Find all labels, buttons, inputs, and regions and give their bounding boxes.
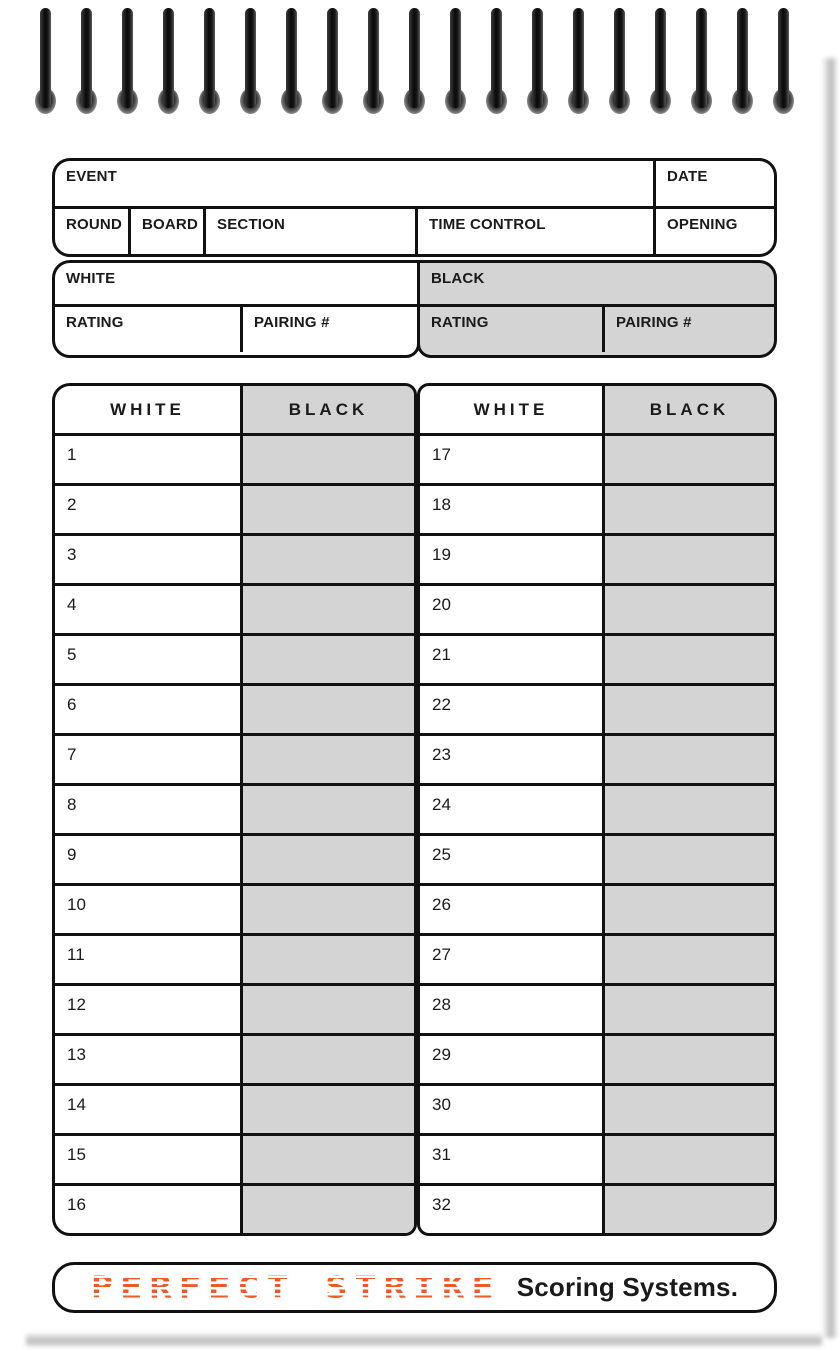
binding-pin-icon [573,8,584,114]
white-move-cell [55,886,240,933]
white-move-cell [55,936,240,983]
move-number: 12 [67,995,86,1014]
black-move-cell [602,536,774,583]
binding-pin-icon [409,8,420,114]
section-field [203,209,415,254]
move-number: 9 [67,845,77,864]
white-move-cell [420,586,602,633]
binding-pin-icon [655,8,666,114]
move-row [420,633,774,683]
binding-wire-icon [450,8,461,108]
move-number: 3 [67,545,77,564]
move-number: 5 [67,645,77,664]
move-number: 11 [67,945,85,964]
black-move-cell [602,836,774,883]
event-label: EVENT [66,168,118,185]
move-row [420,783,774,833]
move-row [420,483,774,533]
move-row [55,1033,414,1083]
white-column-header: WHITE [473,399,549,419]
black-move-cell [240,886,414,933]
binding-pin-icon [81,8,92,114]
move-row [55,933,414,983]
white-move-cell [420,936,602,983]
move-row [420,1133,774,1183]
section-label: SECTION [217,216,286,233]
move-row [55,533,414,583]
binding-wire-icon [737,8,748,108]
binding-pin-icon [286,8,297,114]
white-move-cell [420,436,602,483]
black-move-cell [602,1086,774,1133]
white-move-cell [420,536,602,583]
move-row [55,833,414,883]
black-move-cell [240,786,414,833]
binding-pin-icon [327,8,338,114]
move-row [55,633,414,683]
white-pairing-label: PAIRING # [254,314,330,331]
move-row [420,1083,774,1133]
binding-wire-icon [40,8,51,108]
move-row [55,733,414,783]
move-row [420,583,774,633]
binding-pin-icon [737,8,748,114]
white-move-cell [420,986,602,1033]
brand-logo: PERFECT STRIKE [90,1269,501,1306]
black-pairing-label: PAIRING # [616,314,692,331]
move-row [55,683,414,733]
black-player-block [417,260,777,358]
binding-pin-icon [163,8,174,114]
white-move-cell [420,836,602,883]
move-row [420,983,774,1033]
black-rating-field [420,307,602,352]
binding-wire-icon [286,8,297,108]
move-row [55,1083,414,1133]
black-move-cell [240,536,414,583]
black-move-cell [240,936,414,983]
move-number: 24 [432,795,451,814]
black-move-cell [240,986,414,1033]
move-number: 28 [432,995,451,1014]
move-number: 14 [67,1095,86,1114]
white-move-cell [420,886,602,933]
move-row [420,533,774,583]
binding-wire-icon [368,8,379,108]
score-table-right [417,383,777,1236]
binding-pin-icon [204,8,215,114]
move-number: 17 [432,445,451,464]
binding-wire-icon [573,8,584,108]
black-move-cell [240,586,414,633]
white-move-cell [420,736,602,783]
black-column-header: BLACK [602,386,774,433]
white-rating-label: RATING [66,314,124,331]
move-number: 22 [432,695,451,714]
move-number: 32 [432,1195,451,1214]
white-move-cell [420,486,602,533]
black-move-cell [602,986,774,1033]
white-move-cell [55,586,240,633]
binding-pin-icon [778,8,789,114]
move-number: 29 [432,1045,451,1064]
move-row [55,433,414,483]
round-label: ROUND [66,216,122,233]
black-move-cell [240,1186,414,1233]
move-row [420,883,774,933]
white-move-cell [55,1086,240,1133]
black-move-cell [240,1086,414,1133]
black-name-field [420,263,774,307]
move-number: 25 [432,845,451,864]
black-move-cell [602,736,774,783]
black-column-header: BLACK [240,386,414,433]
binding-wire-icon [696,8,707,108]
move-row [55,1183,414,1233]
white-move-cell [55,986,240,1033]
date-label: DATE [667,168,708,185]
white-move-cell [420,636,602,683]
white-move-cell [55,1186,240,1233]
binding-wire-icon [327,8,338,108]
black-move-cell [602,436,774,483]
board-label: BOARD [142,216,198,233]
white-column-header: WHITE [110,399,185,419]
white-name-label: WHITE [66,270,116,287]
white-move-cell [55,686,240,733]
black-move-cell [602,636,774,683]
white-player-block [52,260,420,358]
move-row [420,1183,774,1233]
white-move-cell [55,436,240,483]
move-row [55,583,414,633]
brand-bar [52,1262,777,1313]
white-move-cell [420,786,602,833]
spiral-binding [0,0,840,125]
move-number: 19 [432,545,451,564]
black-move-cell [602,1186,774,1233]
binding-wire-icon [204,8,215,108]
move-row [55,1133,414,1183]
binding-pin-icon [696,8,707,114]
move-number: 1 [67,445,77,464]
white-move-cell [55,736,240,783]
white-move-cell [55,536,240,583]
white-move-cell [420,1186,602,1233]
binding-pin-icon [40,8,51,114]
move-row [420,1033,774,1083]
opening-label: OPENING [667,216,738,233]
binding-pin-icon [614,8,625,114]
move-row [420,683,774,733]
move-number: 8 [67,795,77,814]
white-pairing-field [240,307,417,352]
black-move-cell [240,1136,414,1183]
black-move-cell [602,686,774,733]
white-move-cell [55,486,240,533]
paper-edge-shadow-bottom [26,1332,822,1347]
move-number: 4 [67,595,77,614]
black-name-label: BLACK [431,270,485,287]
move-number: 27 [432,945,451,964]
move-number: 20 [432,595,451,614]
date-field [653,161,774,206]
binding-pin-icon [532,8,543,114]
black-rating-label: RATING [431,314,489,331]
white-move-cell [420,686,602,733]
move-row [420,733,774,783]
binding-wire-icon [163,8,174,108]
move-number: 10 [67,895,86,914]
move-number: 16 [67,1195,86,1214]
time-control-label: TIME CONTROL [429,216,546,233]
paper-edge-shadow-right [822,58,837,1338]
move-number: 30 [432,1095,451,1114]
score-table-left-header [55,386,414,433]
white-move-cell [420,1136,602,1183]
score-table-left [52,383,417,1236]
binding-pin-icon [491,8,502,114]
binding-pin-icon [450,8,461,114]
move-number: 15 [67,1145,86,1164]
board-field [128,209,203,254]
black-move-cell [602,936,774,983]
binding-wire-icon [778,8,789,108]
move-row [55,883,414,933]
binding-wire-icon [245,8,256,108]
move-row [55,483,414,533]
black-move-cell [240,1036,414,1083]
black-move-cell [602,1036,774,1083]
black-move-cell [240,486,414,533]
white-move-cell [55,636,240,683]
binding-pin-icon [368,8,379,114]
move-row [55,983,414,1033]
header-block [52,158,777,257]
move-row [420,833,774,883]
move-number: 23 [432,745,451,764]
move-number: 18 [432,495,451,514]
binding-pin-icon [245,8,256,114]
white-move-cell [420,1036,602,1083]
binding-wire-icon [532,8,543,108]
white-rating-field [55,307,240,352]
move-row [420,933,774,983]
move-row [420,433,774,483]
binding-wire-icon [491,8,502,108]
black-move-cell [602,886,774,933]
black-move-cell [602,486,774,533]
move-number: 31 [432,1145,451,1164]
black-move-cell [240,636,414,683]
move-row [55,783,414,833]
binding-wire-icon [655,8,666,108]
white-move-cell [55,836,240,883]
move-number: 13 [67,1045,86,1064]
move-number: 21 [432,645,451,664]
white-move-cell [420,1086,602,1133]
black-move-cell [240,736,414,783]
move-number: 26 [432,895,451,914]
white-move-cell [55,1036,240,1083]
white-name-field [55,263,417,307]
move-number: 6 [67,695,77,714]
score-table-right-header [420,386,774,433]
black-pairing-field [602,307,774,352]
move-number: 2 [67,495,77,514]
black-move-cell [602,586,774,633]
black-move-cell [602,786,774,833]
move-number: 7 [67,745,77,764]
opening-field [653,209,774,254]
binding-wire-icon [409,8,420,108]
white-move-cell [55,1136,240,1183]
time-control-field [415,209,653,254]
binding-wire-icon [614,8,625,108]
round-field [55,209,128,254]
black-move-cell [240,686,414,733]
binding-wire-icon [122,8,133,108]
binding-wire-icon [81,8,92,108]
binding-pin-icon [122,8,133,114]
white-move-cell [55,786,240,833]
brand-tagline: Scoring Systems. [516,1272,739,1302]
black-move-cell [602,1136,774,1183]
event-field [55,161,653,206]
black-move-cell [240,836,414,883]
black-move-cell [240,436,414,483]
